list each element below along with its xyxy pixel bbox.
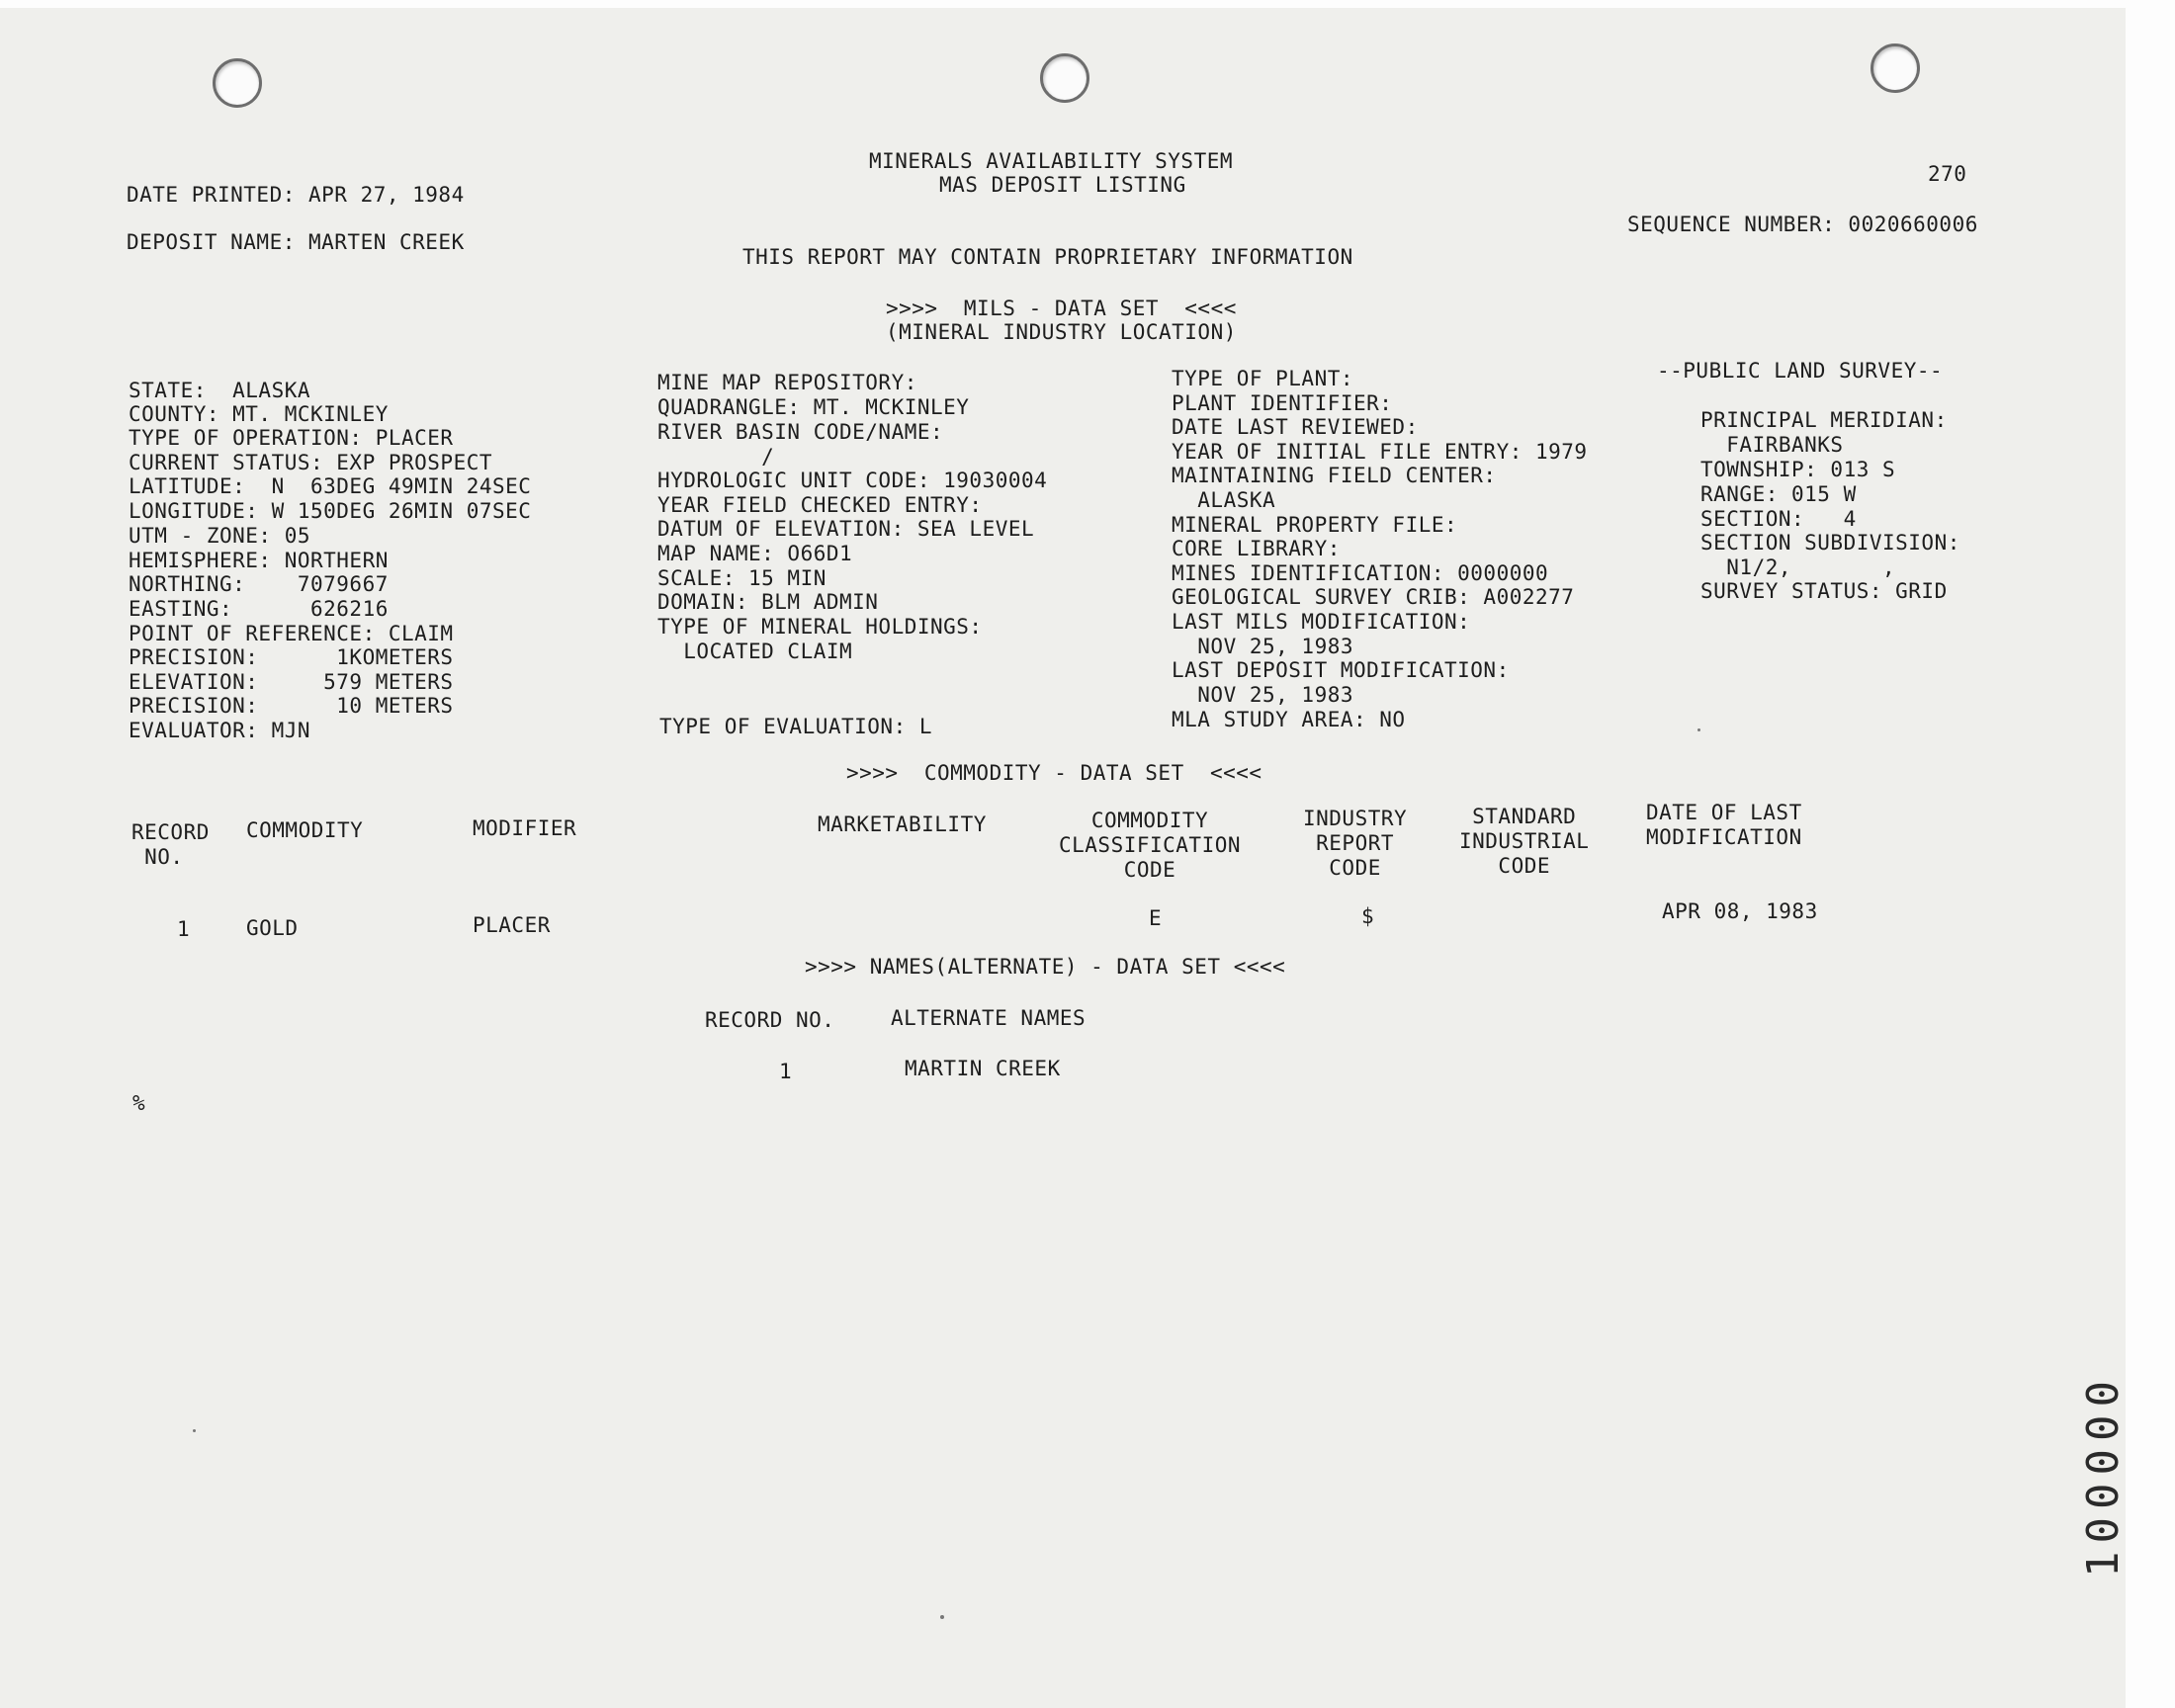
header-date-last-modification: DATE OF LAST MODIFICATION (1646, 801, 1802, 849)
footer-percent-mark: % (132, 1091, 146, 1115)
mils-field: HYDROLOGIC UNIT CODE: 19030004 (657, 469, 1048, 492)
mils-field: DATE LAST REVIEWED: (1172, 415, 1419, 439)
binder-hole-center (1040, 53, 1089, 103)
page-number: 270 (1928, 162, 1967, 186)
cell-commodity: GOLD (246, 916, 299, 940)
public-land-survey-title: --PUBLIC LAND SURVEY-- (1657, 359, 1944, 383)
mils-field: PLANT IDENTIFIER: (1172, 391, 1393, 415)
cell-date-last-modification: APR 08, 1983 (1662, 899, 1818, 923)
mils-field: GEOLOGICAL SURVEY CRIB: A002277 (1172, 585, 1575, 609)
mils-field: MINERAL PROPERTY FILE: (1172, 513, 1458, 537)
survey-field: SURVEY STATUS: GRID (1700, 579, 1948, 603)
mils-field: DOMAIN: BLM ADMIN (657, 590, 879, 614)
mils-field: MAINTAINING FIELD CENTER: (1172, 464, 1497, 487)
mils-field: LONGITUDE: W 150DEG 26MIN 07SEC (129, 499, 532, 523)
mils-field: MAP NAME: O66D1 (657, 542, 853, 565)
listing-title: MAS DEPOSIT LISTING (939, 173, 1186, 197)
survey-field: SECTION: 4 (1700, 507, 1857, 531)
cell-record-no: 1 (177, 917, 191, 941)
mils-field: TYPE OF OPERATION: PLACER (129, 426, 454, 450)
mils-field: TYPE OF MINERAL HOLDINGS: (657, 615, 983, 639)
header-modifier: MODIFIER (473, 816, 577, 840)
mils-field: QUADRANGLE: MT. MCKINLEY (657, 395, 970, 419)
date-printed: DATE PRINTED: APR 27, 1984 (127, 183, 465, 207)
mils-field: YEAR FIELD CHECKED ENTRY: (657, 493, 983, 517)
mils-field: POINT OF REFERENCE: CLAIM (129, 622, 454, 645)
header-record-no: RECORD NO. (131, 820, 210, 869)
survey-field: FAIRBANKS (1700, 433, 1844, 457)
mils-field: STATE: ALASKA (129, 379, 311, 402)
mils-field: CORE LIBRARY: (1172, 537, 1341, 560)
survey-field: N1/2, , (1700, 555, 1896, 579)
sequence-number: SEQUENCE NUMBER: 0020660006 (1627, 213, 1978, 236)
deposit-name: DEPOSIT NAME: MARTEN CREEK (127, 230, 465, 254)
mils-field: UTM - ZONE: 05 (129, 524, 311, 548)
paper-edge-top (0, 0, 2175, 8)
commodity-section-title: >>>> COMMODITY - DATA SET <<<< (846, 761, 1262, 785)
mils-field: PRECISION: 1KOMETERS (129, 645, 454, 669)
mils-field: YEAR OF INITIAL FILE ENTRY: 1979 (1172, 440, 1588, 464)
mils-field: MINES IDENTIFICATION: 0000000 (1172, 561, 1549, 585)
mils-field: / (657, 445, 775, 469)
survey-field: RANGE: 015 W (1700, 482, 1857, 506)
paper-speck (1697, 728, 1700, 731)
mils-field: HEMISPHERE: NORTHERN (129, 549, 389, 572)
names-cell-record-no: 1 (779, 1060, 793, 1083)
mils-field: DATUM OF ELEVATION: SEA LEVEL (657, 517, 1035, 541)
paper-speck (940, 1615, 944, 1619)
binder-hole-right (1870, 43, 1920, 93)
paper-speck (193, 1429, 196, 1432)
mils-field: ELEVATION: 579 METERS (129, 670, 454, 694)
mils-field: PRECISION: 10 METERS (129, 694, 454, 718)
header-standard-industrial-code: STANDARD INDUSTRIAL CODE (1459, 805, 1590, 878)
header-commodity: COMMODITY (246, 818, 364, 842)
cell-classification-code: E (1149, 906, 1163, 930)
header-marketability: MARKETABILITY (818, 812, 987, 836)
system-title: MINERALS AVAILABILITY SYSTEM (869, 149, 1234, 173)
mils-field: NORTHING: 7079667 (129, 572, 389, 596)
header-industry-report-code: INDUSTRY REPORT CODE (1303, 807, 1408, 880)
mils-field: EVALUATOR: MJN (129, 719, 311, 742)
mils-field: NOV 25, 1983 (1172, 635, 1354, 658)
mils-field: MINE MAP REPOSITORY: (657, 371, 917, 394)
cell-industry-report-code: $ (1361, 904, 1375, 928)
mils-field: RIVER BASIN CODE/NAME: (657, 420, 944, 444)
cell-modifier: PLACER (473, 913, 551, 937)
mils-field: TYPE OF PLANT: (1172, 367, 1354, 390)
mils-field: LATITUDE: N 63DEG 49MIN 24SEC (129, 474, 532, 498)
mils-section-title: >>>> MILS - DATA SET <<<< (886, 297, 1237, 320)
mils-field: EASTING: 626216 (129, 597, 389, 621)
mils-section-subtitle: (MINERAL INDUSTRY LOCATION) (886, 320, 1237, 344)
survey-field: PRINCIPAL MERIDIAN: (1700, 408, 1948, 432)
names-section-title: >>>> NAMES(ALTERNATE) - DATA SET <<<< (805, 955, 1286, 979)
names-header-record-no: RECORD NO. (705, 1008, 835, 1032)
survey-field: TOWNSHIP: 013 S (1700, 458, 1896, 481)
evaluation-type: TYPE OF EVALUATION: L (659, 715, 933, 738)
mils-field: LAST MILS MODIFICATION: (1172, 610, 1471, 634)
mils-field: ALASKA (1172, 488, 1276, 512)
mils-field: MLA STUDY AREA: NO (1172, 708, 1406, 731)
mils-field: LAST DEPOSIT MODIFICATION: (1172, 658, 1510, 682)
survey-field: SECTION SUBDIVISION: (1700, 531, 1960, 555)
mils-field: CURRENT STATUS: EXP PROSPECT (129, 451, 493, 474)
archive-stamp-number (2048, 1372, 2157, 1578)
header-classification-code: COMMODITY CLASSIFICATION CODE (1059, 809, 1242, 882)
names-header-alternate-names: ALTERNATE NAMES (891, 1006, 1087, 1030)
binder-hole-left (213, 58, 262, 108)
mils-field: LOCATED CLAIM (657, 640, 853, 663)
mils-field: SCALE: 15 MIN (657, 566, 826, 590)
archive-stamp-text: 100000 (2077, 1372, 2129, 1578)
proprietary-notice: THIS REPORT MAY CONTAIN PROPRIETARY INFORMATION (742, 245, 1353, 269)
names-cell-alternate-name: MARTIN CREEK (905, 1057, 1061, 1080)
mils-field: COUNTY: MT. MCKINLEY (129, 402, 389, 426)
mils-field: NOV 25, 1983 (1172, 683, 1354, 707)
